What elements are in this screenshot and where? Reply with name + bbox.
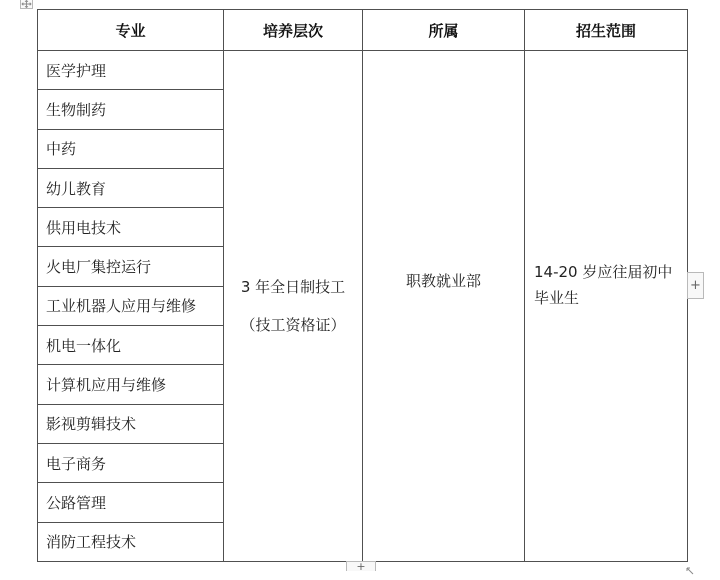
header-major[interactable]: 专业 [38, 10, 224, 51]
add-column-button[interactable]: + [687, 272, 704, 299]
major-cell[interactable]: 消防工程技术 [38, 522, 224, 561]
add-row-button[interactable]: + [346, 561, 376, 571]
major-cell[interactable]: 机电一体化 [38, 326, 224, 365]
resize-corner-icon[interactable] [686, 561, 695, 570]
affiliation-text: 职教就业部 [405, 271, 481, 290]
table-row [38, 51, 688, 90]
header-level[interactable]: 培养层次 [224, 10, 363, 51]
admissions-table [37, 9, 688, 562]
table-move-handle-icon[interactable] [20, 0, 33, 9]
level-line-1: 3 年全日制技工 [240, 277, 346, 296]
major-cell[interactable]: 火电厂集控运行 [38, 247, 224, 286]
major-cell[interactable]: 电子商务 [38, 443, 224, 482]
major-cell[interactable]: 医学护理 [38, 51, 224, 90]
major-cell[interactable]: 幼儿教育 [38, 168, 224, 207]
level-line-2: （技工资格证） [240, 315, 346, 334]
major-cell[interactable]: 计算机应用与维修 [38, 365, 224, 404]
header-row [38, 10, 688, 51]
scope-text: 14-20 岁应往届初中毕业生 [534, 262, 673, 307]
scope-cell[interactable] [525, 51, 688, 562]
major-cell[interactable]: 工业机器人应用与维修 [38, 286, 224, 325]
major-cell[interactable]: 供用电技术 [38, 208, 224, 247]
major-cell[interactable]: 影视剪辑技术 [38, 404, 224, 443]
major-cell[interactable]: 中药 [38, 129, 224, 168]
major-cell[interactable]: 公路管理 [38, 483, 224, 522]
level-cell[interactable] [224, 51, 363, 562]
header-affiliation[interactable]: 所属 [363, 10, 525, 51]
major-cell[interactable]: 生物制药 [38, 90, 224, 129]
header-scope[interactable]: 招生范围 [525, 10, 688, 51]
affiliation-cell[interactable] [363, 51, 525, 562]
